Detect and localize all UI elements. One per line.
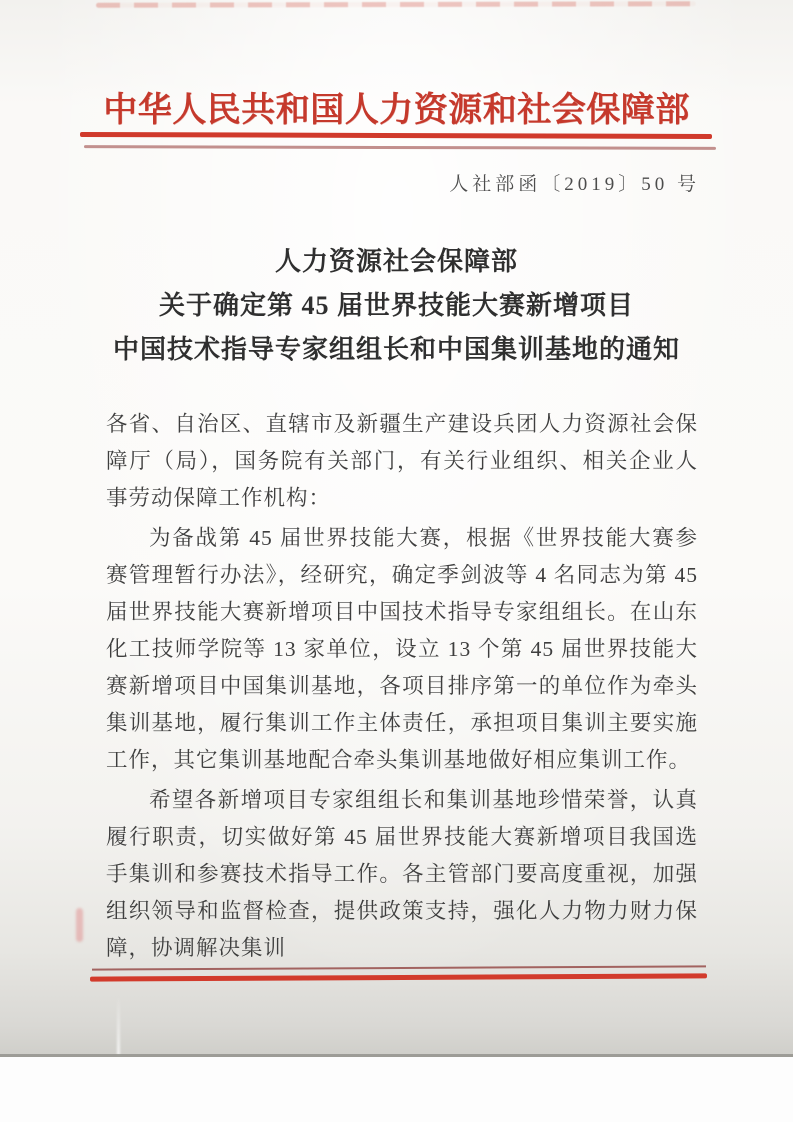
- body-paragraph-1: 为备战第 45 届世界技能大赛，根据《世界技能大赛参赛管理暂行办法》，经研究，确定季剑波等 4 名同志为第 45 届世界技能大赛新增项目中国技术指导专家组组长。在山东化工技师学院等 13 家单位，设立 13 个第 45 届世界技能大赛新增项目中国集训基地，各项目排序第一的单位作为牵头集训基地，履行集训工作主体责任，承担项目集训主要实施工作，其它集训基地配合牵头集训基地做好相应集训工作。: [106, 526, 698, 772]
- document-title-line-1: 人力资源社会保障部: [274, 247, 518, 276]
- letterhead-org-name: 中华人民共和国人力资源和社会保障部: [103, 92, 690, 129]
- paper-fold-highlight: [117, 995, 120, 1055]
- salutation-paragraph: 各省、自治区、直辖市及新疆生产建设兵团人力资源社会保障厅（局），国务院有关部门，有关行业组织、相关企业人事劳动保障工作机构：: [106, 412, 698, 510]
- scanner-background: [0, 1057, 793, 1122]
- scan-artifact-top-red-bleed: [96, 1, 696, 8]
- scan-artifact-left-pink-smudge: [76, 908, 83, 942]
- document-title-line-2: 关于确定第 45 届世界技能大赛新增项目: [158, 291, 634, 320]
- footer-rule-thick: [90, 973, 707, 981]
- body-paragraph-2: 希望各新增项目专家组组长和集训基地珍惜荣誉，认真履行职责，切实做好第 45 届世界技能大赛新增项目我国选手集训和参赛技术指导工作。各主管部门要高度重视，加强组织领导和监督检查，提供政策支持，强化人力物力财力保障，协调解决集训: [106, 788, 698, 960]
- document-title: [0, 240, 793, 372]
- document-title-line-3: 中国技术指导专家组组长和中国集训基地的通知: [112, 335, 680, 364]
- document-number: 人社部函〔2019〕50 号: [449, 174, 700, 195]
- letterhead-rule-thick: [80, 132, 712, 139]
- letterhead-rule-thin: [84, 145, 716, 150]
- document-body: [106, 406, 698, 967]
